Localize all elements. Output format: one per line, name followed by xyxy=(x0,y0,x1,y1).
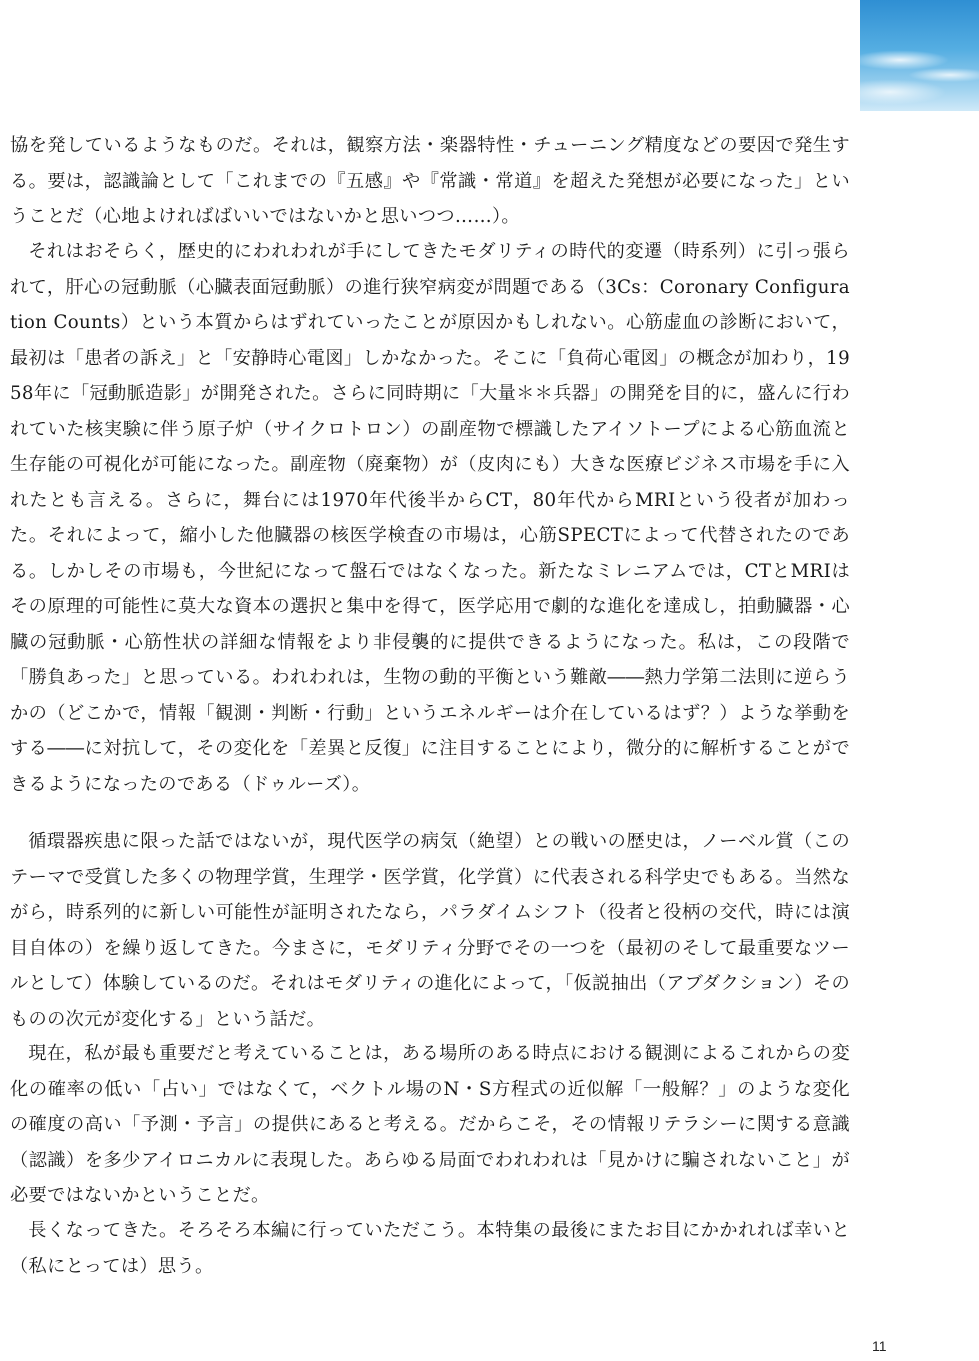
page-number: 11 xyxy=(872,1338,887,1354)
paragraph-3: 循環器疾患に限った話ではないが，現代医学の病気（絶望）との戦いの歴史は，ノーベル賞（このテーマで受賞した多くの物理学賞，生理学・医学賞，化学賞）に代表される科学史でもある。当然ながら，時系列的に新しい可能性が証明されたなら，パラダイムシフト（役者と役柄の交代，時には演目自体の）を繰り返してきた。今まさに，モダリティ分野でその一つを（最初のそして最重要なツールとして）体験しているのだ。それはモダリティの進化によって，「仮説抽出（アブダクション）そのものの次元が変化する」という話だ。 xyxy=(10,831,850,1030)
paragraph-1: 協を発しているようなものだ。それは，観察方法・楽器特性・チューニング精度などの要因で発生する。要は，認識論として「これまでの『五感』や『常識・常道』を超えた発想が必要になった」ということだ（心地よければばいいではないかと思いつつ……）。 xyxy=(10,135,850,227)
paragraph-4: 現在，私が最も重要だと考えていることは，ある場所のある時点における観測によるこれからの変化の確率の低い「占い」ではなくて，ベクトル場のN・S方程式の近似解「一般解？」のような変化の確度の高い「予測・予言」の提供にあると考える。だからこそ，その情報リテラシーに関する意識（認識）を多少アイロニカルに表現した。あらゆる局面でわれわれは「見かけに騙されないこと」が必要ではないかということだ。 xyxy=(10,1043,850,1206)
paragraph-5: 長くなってきた。そろそろ本編に行っていただこう。本特集の最後にまたお目にかかれれば幸いと（私にとっては）思う。 xyxy=(10,1220,850,1277)
sky-photo-corner xyxy=(860,0,979,111)
paragraph-2: それはおそらく，歴史的にわれわれが手にしてきたモダリティの時代的変遷（時系列）に引っ張られて，肝心の冠動脈（心臓表面冠動脈）の進行狭窄病変が問題である（3Cs：Coronary Configuration Counts）という本質からはずれていったことが原因かもしれない。心筋虚血の診断において，最初は「患者の訴え」と「安静時心電図」しかなかった。そこに「負荷心電図」の概念が加わり，1958年に「冠動脈造影」が開発された。さらに同時期に「大量＊＊兵器」の開発を目的に，盛んに行われていた核実験に伴う原子炉（サイクロトロン）の副産物で標識したアイソトープによる心筋血流と生存能の可視化が可能になった。副産物（廃棄物）が（皮肉にも）大きな医療ビジネス市場を手に入れたとも言える。さらに，舞台には1970年代後半からCT，80年代からMRIという役者が加わった。それによって，縮小した他臓器の核医学検査の市場は，心筋SPECTによって代替されたのである。しかしその市場も，今世紀になって盤石ではなくなった。新たなミレニアムでは，CTとMRIはその原理的可能性に莫大な資本の選択と集中を得て，医学応用で劇的な進化を達成し，拍動臓器・心臓の冠動脈・心筋性状の詳細な情報をより非侵襲的に提供できるようになった。私は，この段階で「勝負あった」と思っている。われわれは，生物の動的平衡という難敵――熱力学第二法則に逆らうかの（どこかで，情報「観測・判断・行動」というエネルギーは介在しているはず？）ような挙動をする――に対抗して，その変化を「差異と反復」に注目することにより，微分的に解析することができるようになったのである（ドゥルーズ）。 xyxy=(10,241,850,795)
